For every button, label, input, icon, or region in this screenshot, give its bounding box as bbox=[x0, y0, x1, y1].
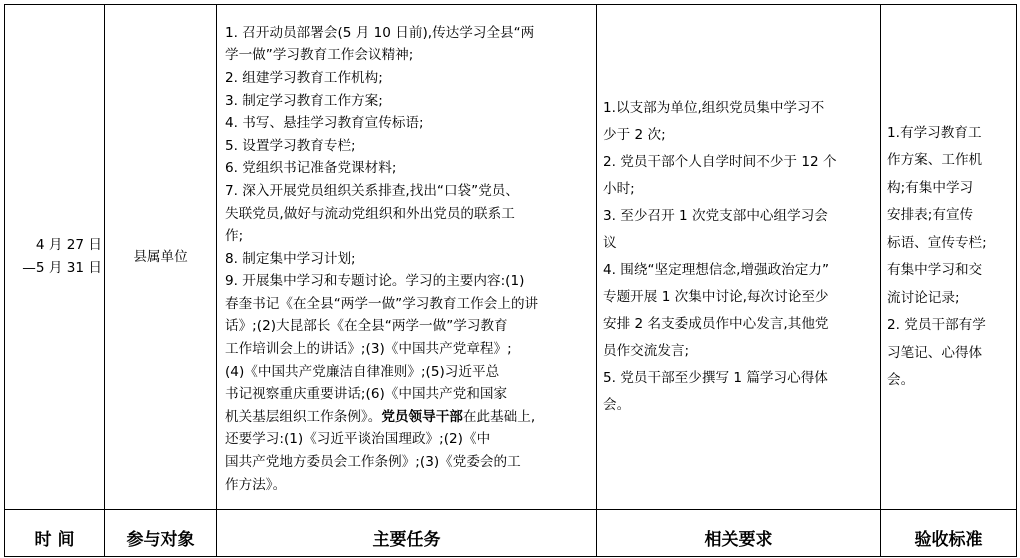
standard-line: 2. 党员干部有学 bbox=[887, 317, 986, 333]
requirement-line: 议 bbox=[603, 235, 617, 251]
requirement-line: 5. 党员干部至少撰写 1 篇学习心得体 bbox=[603, 370, 828, 386]
task-line: 3. 制定学习教育工作方案; bbox=[225, 92, 383, 109]
table-row bbox=[5, 5, 1017, 510]
standard-line: 习笔记、心得体 bbox=[887, 344, 983, 361]
header-requirements-label: 相关要求 bbox=[704, 530, 773, 550]
header-requirements bbox=[597, 510, 881, 557]
requirement-line: 3. 至少召开 1 次党支部中心组学习会 bbox=[603, 208, 828, 224]
task-line: 学一做”学习教育工作会议精神; bbox=[225, 47, 414, 64]
standards-cell bbox=[881, 5, 1017, 510]
header-time bbox=[5, 510, 105, 557]
standard-line: 标语、宣传专栏; bbox=[887, 234, 987, 251]
standard-line: 1.有学习教育工 bbox=[887, 124, 982, 141]
requirement-line: 4. 围绕“坚定理想信念,增强政治定力” bbox=[603, 262, 830, 278]
task-line: 春奎书记《在全县“两学一做”学习教育工作会上的讲 bbox=[225, 295, 539, 312]
requirement-line: 安排 2 名支委成员作中心发言,其他党 bbox=[603, 316, 829, 332]
requirement-line: 2. 党员干部个人自学时间不少于 12 个 bbox=[603, 154, 837, 170]
requirements-cell bbox=[597, 5, 881, 510]
task-line: 4. 书写、悬挂学习教育宣传标语; bbox=[225, 115, 424, 132]
time-start: 4 月 27 日 bbox=[35, 237, 102, 253]
task-line-text: 在此基础上, bbox=[462, 408, 536, 425]
task-line: 书记视察重庆重要讲话;(6)《中国共产党和国家 bbox=[225, 386, 508, 403]
standard-line: 作方案、工作机 bbox=[887, 152, 983, 168]
header-participants bbox=[105, 510, 217, 557]
task-line: 国共产党地方委员会工作条例》;(3)《党委会的工 bbox=[225, 454, 521, 471]
task-line-text: 机关基层组织工作条例》。 bbox=[225, 408, 382, 425]
standard-line: 有集中学习和交 bbox=[887, 262, 983, 278]
task-line: 7. 深入开展党员组织关系排查,找出“口袋”党员、 bbox=[225, 182, 519, 199]
header-time-label: 时 间 bbox=[34, 530, 75, 550]
time-end: —5 月 31 日 bbox=[22, 260, 102, 276]
task-line: 6. 党组织书记准备党课材料; bbox=[225, 160, 397, 177]
standard-line: 构;有集中学习 bbox=[887, 179, 974, 196]
task-line bbox=[225, 406, 590, 429]
task-line: (4)《中国共产党廉洁自律准则》;(5)习近平总 bbox=[225, 363, 500, 380]
requirement-line: 1.以支部为单位,组织党员集中学习不 bbox=[603, 100, 825, 116]
standard-line: 会。 bbox=[887, 372, 915, 388]
task-line: 还要学习:(1)《习近平谈治国理政》;(2)《中 bbox=[225, 431, 491, 448]
requirements-list bbox=[597, 95, 880, 419]
task-line: 作方法》。 bbox=[225, 476, 287, 493]
task-line: 8. 制定集中学习计划; bbox=[225, 250, 356, 267]
standard-line: 安排表;有宣传 bbox=[887, 207, 974, 223]
requirement-line: 员作交流发言; bbox=[603, 343, 690, 359]
standards-list bbox=[881, 120, 1016, 395]
standard-line: 流讨论记录; bbox=[887, 289, 960, 306]
header-tasks-label: 主要任务 bbox=[372, 530, 441, 550]
requirement-line: 会。 bbox=[603, 397, 631, 413]
requirement-line: 专题开展 1 次集中讨论,每次讨论至少 bbox=[603, 289, 829, 305]
participants-text: 县属单位 bbox=[133, 248, 188, 265]
task-line: 2. 组建学习教育工作机构; bbox=[225, 69, 383, 86]
participants-cell bbox=[105, 5, 217, 510]
header-standards bbox=[881, 510, 1017, 557]
tasks-list bbox=[217, 18, 596, 496]
work-schedule-table bbox=[4, 4, 1017, 557]
leader-emphasis: 党员领导干部 bbox=[381, 408, 463, 425]
task-line: 工作培训会上的讲话》;(3)《中国共产党章程》; bbox=[225, 341, 512, 358]
tasks-cell bbox=[217, 5, 597, 510]
task-line: 作; bbox=[225, 228, 244, 245]
header-participants-label: 参与对象 bbox=[126, 530, 195, 550]
header-row bbox=[5, 510, 1017, 557]
header-tasks bbox=[217, 510, 597, 557]
requirement-line: 小时; bbox=[603, 181, 635, 197]
time-cell bbox=[5, 5, 105, 510]
task-line: 9. 开展集中学习和专题讨论。学习的主要内容:(1) bbox=[225, 273, 525, 290]
requirement-line: 少于 2 次; bbox=[603, 127, 666, 143]
task-line: 话》;(2)大昆部长《在全县“两学一做”学习教育 bbox=[225, 318, 508, 335]
header-standards-label: 验收标准 bbox=[914, 530, 983, 550]
task-line: 1. 召开动员部署会(5 月 10 日前),传达学习全县“两 bbox=[225, 24, 535, 41]
task-line: 失联党员,做好与流动党组织和外出党员的联系工 bbox=[225, 205, 515, 222]
task-line: 5. 设置学习教育专栏; bbox=[225, 137, 356, 154]
